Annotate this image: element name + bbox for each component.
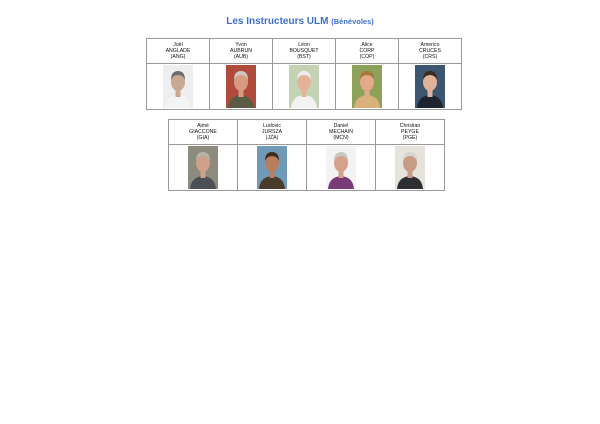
instructor-code: (CRS) <box>422 54 438 61</box>
portrait-graphic <box>163 65 193 108</box>
names-row <box>169 120 445 145</box>
first-name: Americo <box>420 41 440 48</box>
names-row <box>147 39 462 64</box>
last-name: GIACCONE <box>189 128 217 135</box>
instructor-photo <box>352 65 382 108</box>
photo-cell <box>169 145 238 191</box>
instructors-table-row-1 <box>146 38 462 110</box>
photo-cell <box>336 64 399 110</box>
photos-row <box>147 64 462 110</box>
portrait-graphic <box>326 146 356 189</box>
last-name: JURSZA <box>261 128 283 135</box>
instructor-photo <box>257 146 287 189</box>
last-name: BOUSQUET <box>289 47 319 54</box>
last-name: AUBRUN <box>230 47 252 54</box>
first-name: Alice <box>361 41 373 48</box>
photo-cell <box>238 145 307 191</box>
photo-cell <box>273 64 336 110</box>
portrait-graphic <box>188 146 218 189</box>
instructor-name-cell <box>376 120 445 145</box>
page-title-text: Les Instructeurs ULM <box>226 16 329 27</box>
first-name: Daniel <box>333 122 349 129</box>
photo-cell <box>307 145 376 191</box>
instructor-photo <box>415 65 445 108</box>
instructor-name-cell <box>147 39 210 64</box>
instructor-photo <box>326 146 356 189</box>
instructor-photo <box>163 65 193 108</box>
photo-cell <box>376 145 445 191</box>
first-name: Christian <box>399 122 421 129</box>
photo-cell <box>147 64 210 110</box>
instructor-photo <box>395 146 425 189</box>
instructor-photo <box>188 146 218 189</box>
first-name: Joël <box>173 41 183 48</box>
photo-cell <box>210 64 273 110</box>
instructor-name-cell <box>273 39 336 64</box>
photo-cell <box>399 64 462 110</box>
instructors-table-row-2 <box>168 119 445 191</box>
portrait-graphic <box>395 146 425 189</box>
page-title <box>0 16 600 27</box>
portrait-graphic <box>257 146 287 189</box>
instructor-code: (JZA) <box>265 135 279 142</box>
last-name: MECHAIN <box>329 128 353 135</box>
photos-row <box>169 145 445 191</box>
portrait-graphic <box>352 65 382 108</box>
portrait-graphic <box>415 65 445 108</box>
instructor-name-cell <box>307 120 376 145</box>
instructor-code: (AUB) <box>233 54 249 61</box>
portrait-graphic <box>226 65 256 108</box>
instructor-code: (COP) <box>359 54 375 61</box>
instructor-name-cell <box>399 39 462 64</box>
instructor-code: (MCN) <box>333 135 349 142</box>
instructor-code: (GIA) <box>196 135 210 142</box>
instructor-photo <box>289 65 319 108</box>
last-name: CORP <box>359 47 375 54</box>
last-name: ANGLADE <box>165 47 191 54</box>
first-name: Aimé <box>197 122 209 129</box>
instructor-photo <box>226 65 256 108</box>
instructor-code: (PGE) <box>402 135 418 142</box>
instructor-name-cell <box>238 120 307 145</box>
instructor-code: (ANG) <box>170 54 186 61</box>
portrait-graphic <box>289 65 319 108</box>
instructor-name-cell <box>169 120 238 145</box>
first-name: Léon <box>298 41 310 48</box>
first-name: Yvon <box>235 41 247 48</box>
instructor-code: (BST) <box>297 54 311 61</box>
last-name: PEYGE <box>401 128 419 135</box>
last-name: CRUCES <box>419 47 441 54</box>
page-subtitle: (Bénévoles) <box>331 17 374 26</box>
first-name: Ludovic <box>263 122 281 129</box>
instructor-name-cell <box>336 39 399 64</box>
instructor-name-cell <box>210 39 273 64</box>
